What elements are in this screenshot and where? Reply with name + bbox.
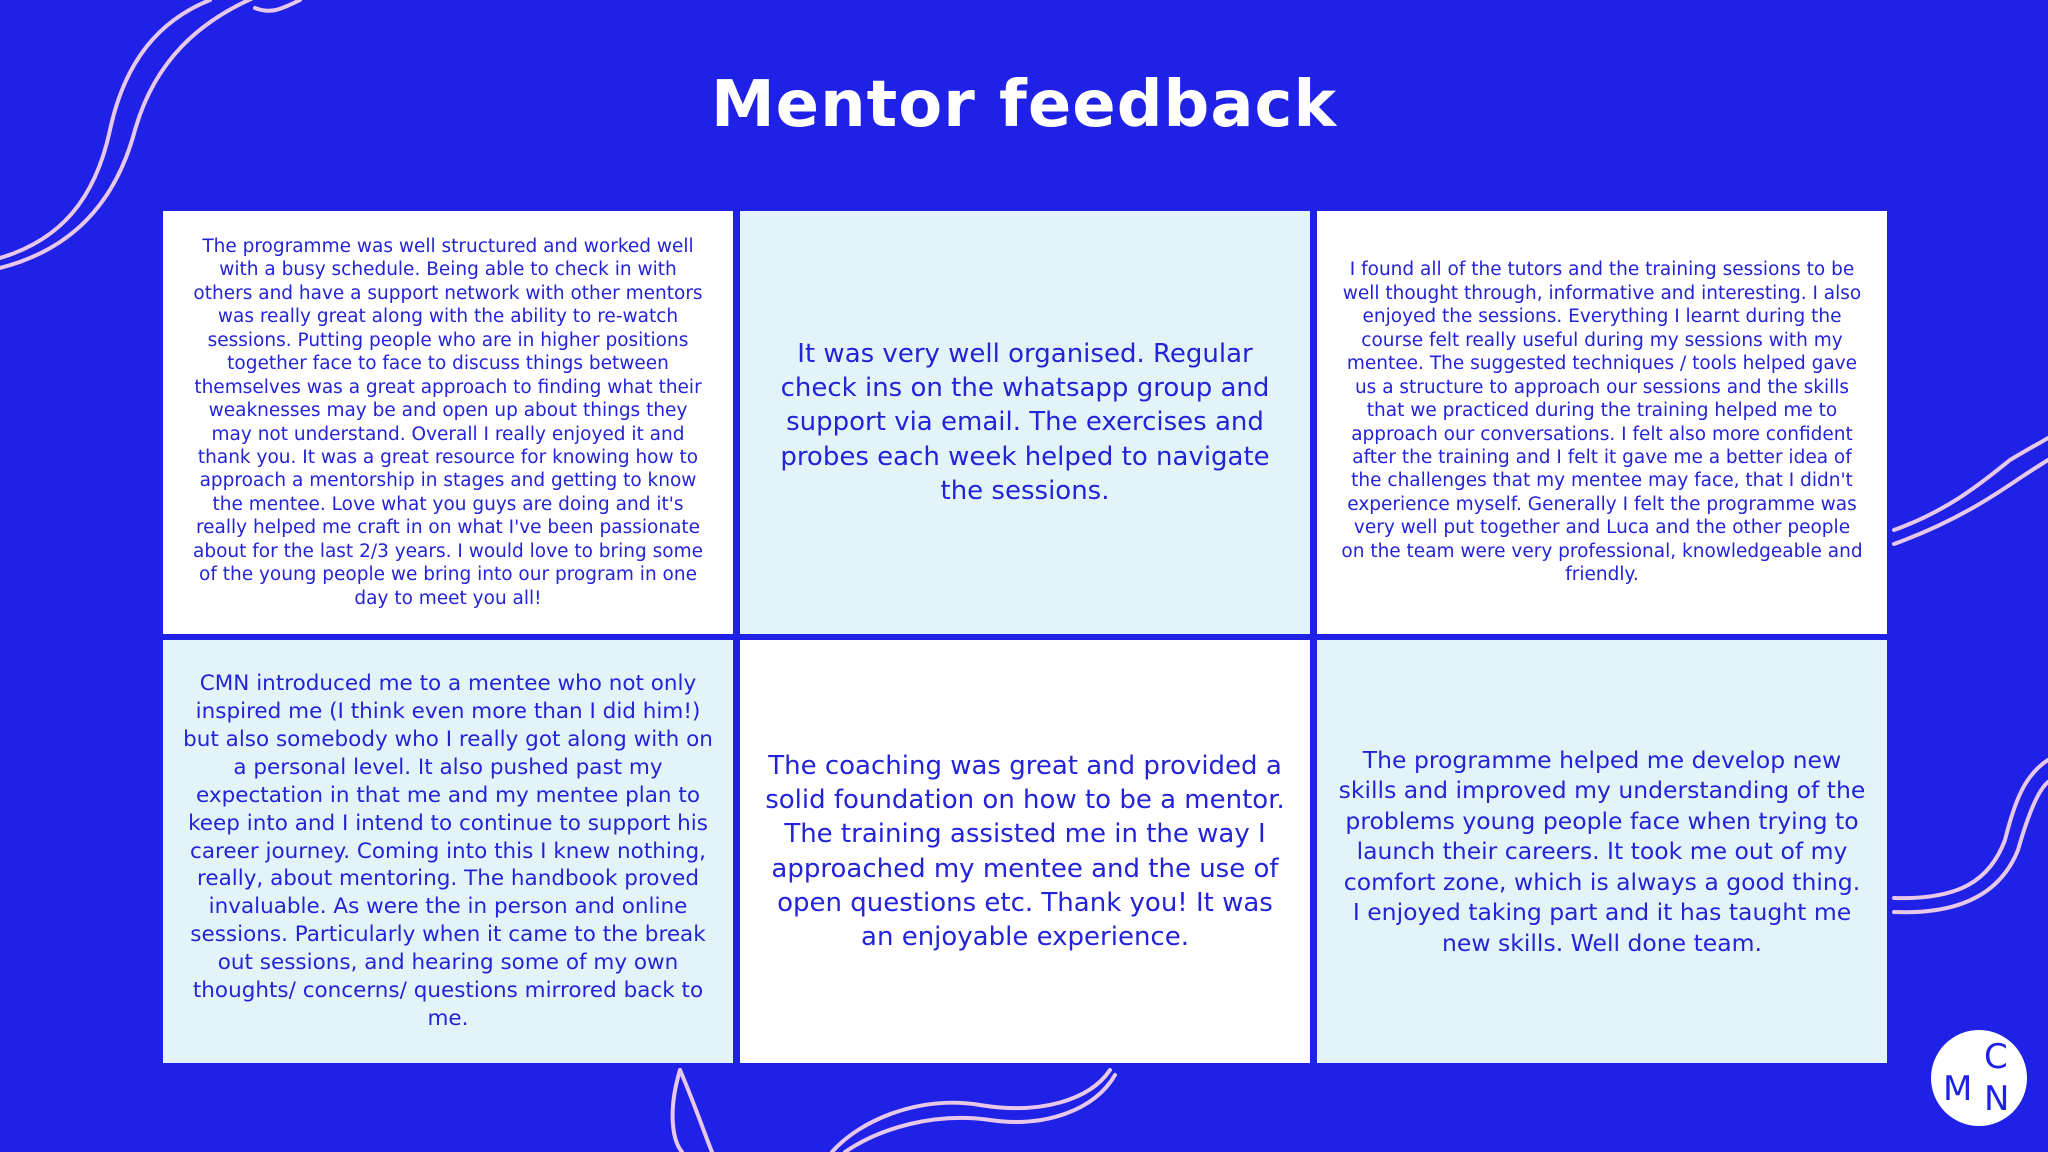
feedback-card-5 xyxy=(740,640,1310,1063)
page-title: Mentor feedback xyxy=(710,68,1338,142)
logo-letter-n: N xyxy=(1984,1079,2010,1119)
feedback-quote-2: It was very well organised. Regular check ins on the whatsapp group and support via email. The exercises and probes each week helped to navigate the sessions. xyxy=(780,339,1270,506)
feedback-grid xyxy=(163,211,1887,1063)
feedback-quote-4: CMN introduced me to a mentee who not only inspired me (I think even more than I did him!) but also somebody who I really got along with on a personal level. It also pushed past my expectation in that me and my mentee plan to keep into and I intend to continue to support his career journey. Coming into this I knew nothing, really, about mentoring. The handbook proved invaluable. As were the in person and online sessions. Particularly when it came to the break out sessions, and hearing some of my own thoughts/ concerns/ questions mirrored back to me. xyxy=(183,670,713,1032)
feedback-quote-5: The coaching was great and provided a solid foundation on how to be a mentor. The training assisted me in the way I approached my mentee and the use of open questions etc. Thank you! It was an enjoyable experience. xyxy=(765,751,1285,952)
feedback-card-4 xyxy=(163,640,733,1063)
feedback-card-2 xyxy=(740,211,1310,634)
logo-letter-c: C xyxy=(1984,1037,2008,1077)
feedback-card-6 xyxy=(1317,640,1887,1063)
feedback-quote-1: The programme was well structured and worked well with a busy schedule. Being able to check in with others and have a support network with other mentors was really great along with the ability to re-watch sessions. Putting people who are in higher positions together face to face to discuss things between themselves was a great approach to finding what their weaknesses may be and open up about things they may not understand. Overall I really enjoyed it and thank you. It was a great resource for knowing how to approach a mentorship in stages and getting to know the mentee. Love what you guys are doing and it's really helped me craft in on what I've been passionate about for the last 2/3 years. I would love to bring some of the young people we bring into our program in one day to meet you all! xyxy=(193,235,703,609)
feedback-card-1 xyxy=(163,211,733,634)
feedback-quote-6: The programme helped me develop new skills and improved my understanding of the problems young people face when trying to launch their careers. It took me out of my comfort zone, which is always a good thing. I enjoyed taking part and it has taught me new skills. Well done team. xyxy=(1338,745,1866,957)
feedback-quote-3: I found all of the tutors and the training sessions to be well thought through, informative and interesting. I also enjoyed the sessions. Everything I learnt during the course felt really useful during my sessions with my mentee. The suggested techniques / tools helped gave us a structure to approach our sessions and the skills that we practiced during the training helped me to approach our conversations. I felt also more confident after the training and I felt it gave me a better idea of the challenges that my mentee may face, that I didn't experience myself. Generally I felt the programme was very well put together and Luca and the other people on the team were very professional, knowledgeable and friendly. xyxy=(1341,259,1863,586)
cmn-logo xyxy=(1931,1030,2027,1126)
logo-letter-m: M xyxy=(1943,1069,1973,1109)
feedback-card-3 xyxy=(1317,211,1887,634)
